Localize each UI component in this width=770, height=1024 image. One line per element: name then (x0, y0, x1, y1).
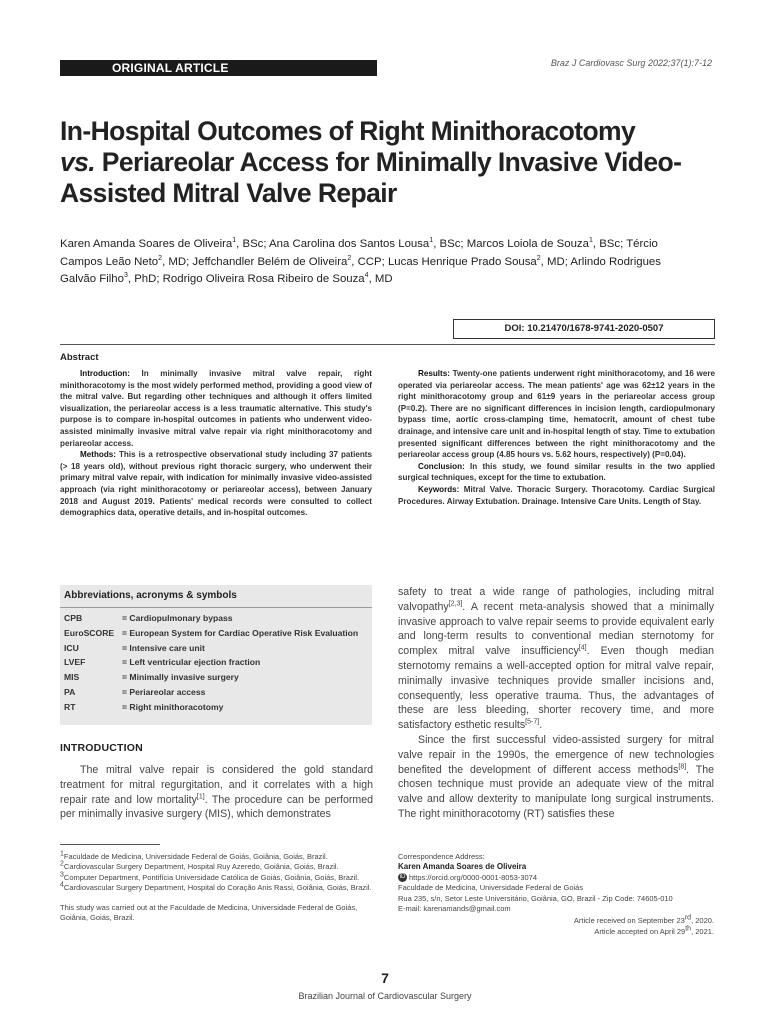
correspondence-label: Correspondence Address: (398, 852, 485, 861)
abbreviations-divider (60, 607, 372, 608)
affiliation-sup: 1 (429, 237, 434, 245)
body-paragraph (398, 585, 714, 733)
author-text: , BSc; Ana Carolina dos Santos Lousa (236, 238, 430, 250)
affiliation (60, 873, 373, 883)
abstract-introduction (60, 368, 372, 449)
abbreviations-list (64, 611, 370, 715)
affiliation-number: 4 (60, 881, 64, 889)
footnote-divider (60, 844, 160, 845)
abbreviation-key: ICU (64, 642, 79, 653)
abbreviation-row (64, 685, 370, 700)
date-text: , 2021. (691, 926, 714, 936)
author-text: , MD (368, 273, 393, 285)
abbreviation-row (64, 641, 370, 656)
abbreviation-value: = Minimally invasive surgery (122, 672, 239, 683)
abbreviation-key: PA (64, 686, 76, 697)
journal-citation: Braz J Cardiovasc Surg 2022;37(1):7-12 (550, 58, 712, 68)
affiliation-sup: 2 (536, 254, 541, 262)
body-text: . A recent meta-analysis showed that a minimally invasive approach to valve repair seems to provide equivalent early and long-term results to conventional median sternotomy for complex mitral valve insufficiency (398, 600, 714, 658)
abstract-keywords (398, 484, 715, 507)
abstract-text: Mitral Valve. Thoracic Surgery. Thoracotomy. Cardiac Surgical Procedures. Airway Extubation. Drainage. Intensive Care Units. Length of Stay. (398, 484, 715, 506)
affiliation-number: 3 (60, 871, 64, 879)
affiliation (60, 883, 373, 893)
abbreviation-row (64, 670, 370, 685)
abbreviation-row (64, 700, 370, 715)
date-text: Article received on September 23 (573, 916, 685, 926)
abbreviation-value: = Intensive care unit (122, 642, 205, 653)
correspondence-address: Rua 235, s/n, Setor Leste Universitário, Goiânia, GO, Brazil - Zip Code: 74605-010 (398, 893, 673, 903)
citation-ref[interactable]: [4] (578, 644, 587, 652)
study-note: This study was carried out at the Faculdade de Medicina, Universidade Federal de Goiás, Goiânia, Goiás, Brazil. (60, 902, 358, 923)
affiliation (60, 862, 373, 872)
introduction-heading: INTRODUCTION (60, 742, 143, 754)
abstract-results (398, 368, 715, 461)
affiliation-sup: 2 (158, 254, 163, 262)
author-text: , BSc; Marcos Loiola de Souza (433, 238, 589, 250)
author-text: Karen Amanda Soares de Oliveira (60, 238, 233, 250)
journal-name: Brazilian Journal of Cardiovascular Surgery (298, 991, 472, 1001)
abbreviations-title: Abbreviations, acronyms & symbols (64, 590, 237, 601)
affiliations (60, 852, 373, 923)
citation-ref[interactable]: [8] (678, 763, 687, 771)
citation-ref[interactable]: [2,3] (448, 600, 463, 608)
abstract-text: Twenty-one patients underwent right minithoracotomy, and 16 were operated via periareolar access. The mean patients' age was 62±12 years in the right minithoracotomy group and 61±9 years in the periareolar access group (P=0.2). There are no significant differences in incision length, cardiopulmonary bypass time, aortic cross-clamping time, hematocrit, amount of chest tube drainage, and intensive care unit and in-hospital length of stay. Time to extubation presented significant differences between the right minithoracotomy and the periareolar access group (4.85 hours vs. 5.62 hours, respectively) (P=0.04). (398, 369, 715, 460)
abstract-text: This is a retrospective observational study including 37 patients (> 18 years old), without previous right thoracic surgery, who underwent their primary mitral valve repair, with indication for minimally invasive video-assisted approach (via right minithoracotomy or periareolar access), between January 2018 and August 2019. Patients' medical records were consulted to collect demographics data, operative details, and in-hospital outcomes. (60, 450, 372, 518)
author-text: , CCP; Lucas Henrique Prado Sousa (351, 255, 537, 268)
affiliation-number: 1 (60, 850, 64, 858)
abbreviation-row (64, 655, 370, 670)
body-text: Since the first successful video-assisted surgery for mitral valve repair in the 1990s, the emergence of new technologies benefited the development of different access methods (398, 733, 714, 776)
citation-ref[interactable]: [1] (196, 793, 205, 801)
abstract-heading: Abstract (60, 352, 99, 363)
correspondence-institution: Faculdade de Medicina, Universidade Federal de Goiás (398, 883, 584, 893)
affiliation-sup: 1 (588, 237, 593, 245)
abstract-label: Results: (418, 369, 450, 378)
affiliation-text: Cardiovascular Surgery Department, Hospital do Coração Anis Rassi, Goiânia, Goiás, Brazil. (63, 883, 372, 893)
abstract-label: Methods: (80, 450, 116, 460)
abbreviation-value: = Cardiopulmonary bypass (122, 613, 233, 623)
abstract-right-column (398, 368, 715, 507)
author-text: , MD; Jeffchandler Belém de Oliveira (162, 255, 348, 268)
date-text: Article accepted on April 29 (594, 926, 686, 936)
author-text: , MD; Arlindo Rodrigues (540, 255, 661, 268)
date-sup: th (685, 925, 692, 933)
title-line-1: In-Hospital Outcomes of Right Minithoracotomy (60, 116, 636, 146)
affiliation-number: 2 (60, 860, 64, 868)
abstract-conclusion (398, 461, 715, 484)
doi-link[interactable]: DOI: 10.21470/1678-9741-2020-0507 (453, 319, 715, 339)
introduction-paragraph (60, 763, 373, 822)
abstract-text: In this study, we found similar results in the two applied surgical techniques, except for the time to extubation. (398, 461, 715, 483)
citation-ref[interactable]: [5-7] (525, 718, 540, 726)
body-text: . The chosen technique must provide an adequate view of the mitral valve and allow dexterity to manipulate long surgical instruments. The right minithoracotomy (RT) satisfies these (398, 763, 714, 820)
article-title (60, 116, 720, 209)
author-text: , BSc; Tércio (592, 238, 658, 250)
author-line-3 (60, 271, 720, 289)
abbreviation-row (64, 611, 370, 626)
correspondence-name: Karen Amanda Soares de Oliveira (398, 862, 527, 872)
date-sup: rd (684, 914, 692, 922)
abstract-label: Conclusion: (418, 461, 465, 471)
title-line-3: Assisted Mitral Valve Repair (60, 178, 397, 208)
abstract-text: In minimally invasive mitral valve repair, right minithoracotomy is the most widely performed method, providing a good view of the mitral valve. But regarding other techniques and although it offers limited visualization, the periareolar access is a less traumatic alternative. This study's purpose is to compare in-hospital outcomes in patients who underwent video-assisted minimally invasive mitral valve repair via right minithoracotomy and periareolar access. (60, 369, 372, 448)
affiliation-sup: 2 (347, 254, 352, 262)
abstract-left-column (60, 368, 372, 519)
body-paragraph (398, 733, 714, 822)
right-column-text (398, 585, 714, 822)
title-line-2 (60, 147, 720, 178)
abbreviation-row (64, 626, 370, 641)
affiliation-text: Faculdade de Medicina, Universidade Federal de Goiás, Goiânia, Goiás, Brazil. (63, 852, 328, 861)
abbreviation-key: CPB (64, 613, 83, 623)
page-number: 7 (381, 970, 389, 986)
abbreviation-key: EuroSCORE (64, 627, 115, 638)
abbreviation-key: LVEF (64, 657, 86, 668)
accepted-date (398, 927, 714, 937)
section-label: ORIGINAL ARTICLE (112, 61, 229, 75)
orcid-line (398, 873, 714, 883)
abstract-label: Keywords: (418, 484, 460, 494)
title-vs: vs. (60, 147, 96, 177)
abbreviation-value: = Left ventricular ejection fraction (122, 657, 261, 668)
correspondence-email[interactable]: E-mail: karenamands@gmail.com (398, 904, 511, 914)
orcid-icon: iD (399, 874, 406, 881)
abbreviation-value: = Right minithoracotomy (122, 701, 224, 712)
body-text: safety to treat a wide range of pathologies, including mitral valvopathy (398, 586, 714, 613)
author-text: Campos Leão Neto (60, 255, 159, 268)
author-list (60, 236, 720, 289)
received-date (398, 916, 714, 926)
abstract-divider (60, 344, 715, 345)
affiliation (60, 852, 373, 862)
body-text: . Even though median sternotomy remains a well-accepted option for mitral valve repair, minimally invasive techniques provide smaller incisions and, consequently, less operative trauma. Thus, the advantages of these are less bleeding, shorter recovery time, and more satisfactory esthetic results (398, 645, 714, 732)
affiliation-sup: 4 (364, 272, 369, 280)
abbreviation-value: = Periareolar access (122, 686, 206, 697)
body-text: . The procedure can be performed per minimally invasive surgery (MIS), which demonstrates (60, 793, 373, 821)
abstract-methods (60, 449, 372, 519)
affiliation-text: Computer Department, Pontifícia Universidade Católica de Goiás, Goiânia, Goiás, Brazil. (63, 872, 360, 882)
correspondence-block (398, 852, 714, 937)
author-line-1 (60, 236, 720, 254)
author-text: Galvão Filho (60, 273, 124, 285)
abbreviation-key: RT (64, 701, 76, 712)
affiliation-sup: 3 (123, 272, 128, 280)
author-text: , PhD; Rodrigo Oliveira Rosa Ribeiro de Souza (127, 273, 365, 285)
introduction-text (60, 763, 373, 822)
abbreviation-key: MIS (64, 672, 80, 683)
abstract-label: Introduction: (80, 369, 130, 378)
orcid-link[interactable]: https://orcid.org/0000-0001-8053-3074 (409, 872, 538, 882)
affiliation-sup: 1 (232, 237, 237, 245)
author-line-2 (60, 254, 720, 272)
affiliation-text: Cardiovascular Surgery Department, Hospital Ruy Azeredo, Goiânia, Goiás, Brazil. (63, 862, 339, 872)
abbreviation-value: = European System for Cardiac Operative Risk Evaluation (122, 627, 359, 638)
date-text: , 2020. (691, 916, 714, 926)
body-text: . (539, 719, 543, 732)
title-line-2-text: Periareolar Access for Minimally Invasive Video- (95, 147, 682, 177)
body-text: The mitral valve repair is considered the gold standard treatment for mitral regurgitation, and it correlates with a high repair rate and low mortality (60, 764, 373, 806)
